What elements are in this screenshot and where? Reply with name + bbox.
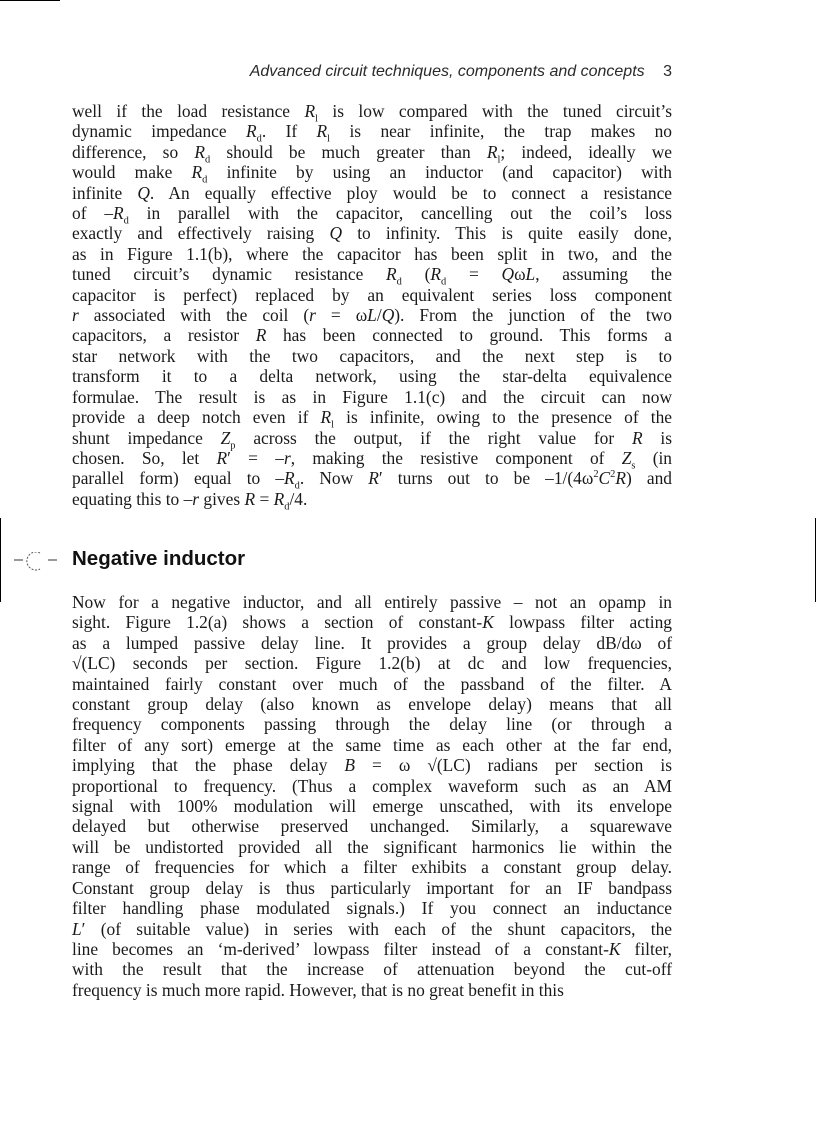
paragraph-1-line: star network with the two capacitors, and the next step is to — [72, 345, 672, 366]
paragraph-1-line: dynamic impedance $R_d$. If $R_l$ is near infinite, the trap makes no — [72, 121, 672, 145]
paragraph-2-line: √(LC) seconds per section. Figure 1.2(b) at dc and low frequencies, — [72, 653, 672, 674]
paragraph-1-line: capacitors, a resistor R has been connected to ground. This forms a — [72, 325, 672, 346]
paragraph-1-line: infinite Q. An equally effective ploy would be to connect a resistance — [72, 182, 673, 203]
paragraph-2-line: signal with 100% modulation will emerge unscathed, with its envelope — [72, 796, 672, 817]
paragraph-2-line: line becomes an ‘m-derived’ lowpass filter instead of a constant-K filter, — [72, 938, 672, 959]
paragraph-1-line: provide a deep notch even if $R_l$ is infinite, owing to the presence of the — [72, 407, 672, 431]
paragraph-1-line: parallel form) equal to $-R_d$. Now R′ turns out to be $-1/(4\omega^2C^2R)$ and — [72, 468, 673, 492]
paragraph-1 — [72, 101, 673, 513]
paragraph-1-line: equating this to –r gives $R = R_d/4$. — [72, 488, 308, 513]
paragraph-2-line: constant group delay (also known as envelope delay) means that all — [72, 694, 672, 715]
paragraph-1-line: well if the load resistance $R_l$ is low compared with the tuned circuit’s — [72, 101, 672, 125]
paragraph-1-line: difference, so $R_d$ should be much greater than $R_l$; indeed, ideally we — [72, 141, 672, 166]
running-head-title: Advanced circuit techniques, components and concepts — [249, 63, 645, 80]
paragraph-1-line: tuned circuit’s dynamic resistance $R_d$ ($R_d = Q\omega L$, assuming the — [72, 264, 672, 288]
paragraph-1-line: of $-R_d$ in parallel with the capacitor, cancelling out the coil’s loss — [72, 203, 672, 227]
paragraph-1-line: as in Figure 1.1(b), where the capacitor has been split in two, and the — [72, 243, 672, 264]
paragraph-1-line: shunt impedance $Z_p$ across the output, if the right value for R is — [72, 427, 673, 451]
paragraph-2-line: L′ (of suitable value) in series with each of the shunt capacitors, the — [72, 918, 672, 939]
paragraph-2-line: filter handling phase modulated signals.) If you connect an inductance — [72, 898, 672, 919]
paragraph-1-line: would make $R_d$ infinite by using an inductor (and capacitor) with — [72, 162, 672, 186]
paragraph-1-line: r associated with the coil (r = ωL/Q). From the junction of the two — [72, 305, 672, 326]
paragraph-2-line: will be undistorted provided all the significant harmonics lie within the — [72, 836, 672, 857]
paragraph-2-line: delayed but otherwise preserved unchanged. Similarly, a squarewave — [72, 816, 672, 837]
paragraph-2-line: filter of any sort) emerge at the same time as each other at the far end, — [72, 734, 672, 755]
paragraph-1-line: exactly and effectively raising Q to infinity. This is quite easily done, — [72, 223, 672, 244]
paragraph-2-line: Constant group delay is thus particularly important for an IF bandpass — [72, 877, 672, 898]
paragraph-2-line: sight. Figure 1.2(a) shows a section of constant-K lowpass filter acting — [72, 612, 672, 633]
paragraph-2-line: as a lumped passive delay line. It provides a group delay dB/dω of — [72, 632, 672, 653]
section-marker-icon — [14, 552, 58, 576]
paragraph-2 — [72, 592, 672, 1000]
crop-mark-left — [0, 518, 1, 602]
crop-mark-top — [0, 0, 60, 1]
section-heading: Negative inductor — [72, 547, 246, 570]
page-number: 3 — [663, 63, 672, 80]
paragraph-2-line: maintained fairly constant over much of the passband of the filter. A — [72, 673, 672, 694]
paragraph-1-line: formulae. The result is as in Figure 1.1(c) and the circuit can now — [72, 386, 672, 407]
running-head — [72, 63, 672, 81]
paragraph-2-line: with the result that the increase of attenuation beyond the cut-off — [72, 959, 672, 980]
paragraph-1-line: chosen. So, let R′ = –r, making the resistive component of $Z_s$ (in — [72, 447, 673, 472]
paragraph-2-line: Now for a negative inductor, and all entirely passive – not an opamp in — [72, 592, 672, 612]
paragraph-2-line: frequency is much more rapid. However, that is no great benefit in this — [72, 979, 564, 1000]
paragraph-2-line: range of frequencies for which a filter exhibits a constant group delay. — [72, 857, 672, 878]
paragraph-1-line: capacitor is perfect) replaced by an equivalent series loss component — [72, 284, 672, 305]
paragraph-1-line: transform it to a delta network, using the star-delta equivalence — [72, 366, 672, 387]
paragraph-2-line: frequency components passing through the delay line (or through a — [72, 714, 672, 735]
paragraph-2-line: proportional to frequency. (Thus a complex waveform such as an AM — [72, 775, 672, 796]
paragraph-2-line: implying that the phase delay B = ω √(LC) radians per section is — [72, 755, 672, 776]
